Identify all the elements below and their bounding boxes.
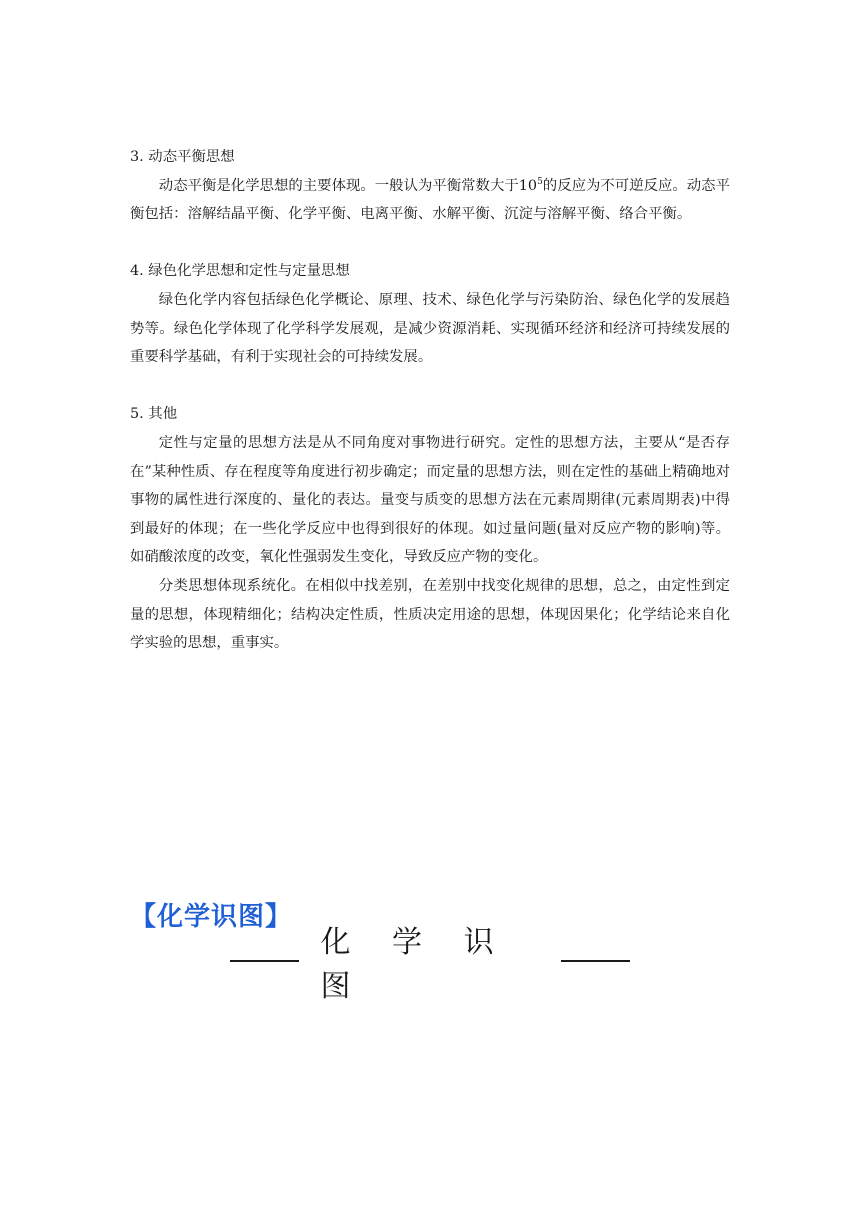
superscript-exponent: 5	[537, 176, 543, 187]
banner-right-rule	[561, 960, 630, 962]
section-title: 4. 绿色化学思想和定性与定量思想	[130, 263, 350, 280]
paragraph	[130, 172, 730, 229]
banner-left-rule	[230, 960, 299, 962]
paragraph-text: 的反应为不可逆反应。动态平衡包括：溶解结晶平衡、化学平衡、电离平衡、水解平衡、沉淀与溶解平衡、络合平衡。	[130, 177, 730, 223]
section-green-chemistry	[130, 257, 730, 371]
paragraph: 绿色化学内容包括绿色化学概论、原理、技术、绿色化学与污染防治、绿色化学的发展趋势等。绿色化学体现了化学科学发展观，是减少资源消耗、实现循环经济和经济可持续发展的重要科学基础，有利于实现社会的可持续发展。	[130, 291, 730, 366]
paragraph: 分类思想体现系统化。在相似中找差别，在差别中找变化规律的思想，总之，由定性到定量的思想，体现精细化；结构决定性质，性质决定用途的思想，体现因果化；化学结论来自化学实验的思想，重事实。	[130, 577, 730, 652]
chart-section-header: 【化学识图】	[130, 902, 293, 932]
section-title: 3. 动态平衡思想	[130, 149, 235, 165]
paragraph: 定性与定量的思想方法是从不同角度对事物进行研究。定性的思想方法，主要从“是否存在”某种性质、存在程度等角度进行初步确定；而定量的思想方法，则在定性的基础上精确地对事物的属性进行深度的、量化的表达。量变与质变的思想方法在元素周期律(元素周期表)中得到最好的体现；在一些化学反应中也得到很好的体现。如过量问题(量对反应产物的影响)等。如硝酸浓度的改变，氧化性强弱发生变化，导致反应产物的变化。	[130, 434, 730, 566]
banner-title: 化 学 识 图	[320, 925, 510, 1004]
section-title: 5. 其他	[130, 406, 178, 423]
chart-section-banner	[230, 925, 630, 1004]
section-dynamic-equilibrium	[130, 143, 730, 229]
section-other	[130, 400, 730, 657]
paragraph-text: 动态平衡是化学思想的主要体现。一般认为平衡常数大于10	[158, 177, 538, 194]
content-body	[130, 143, 730, 658]
